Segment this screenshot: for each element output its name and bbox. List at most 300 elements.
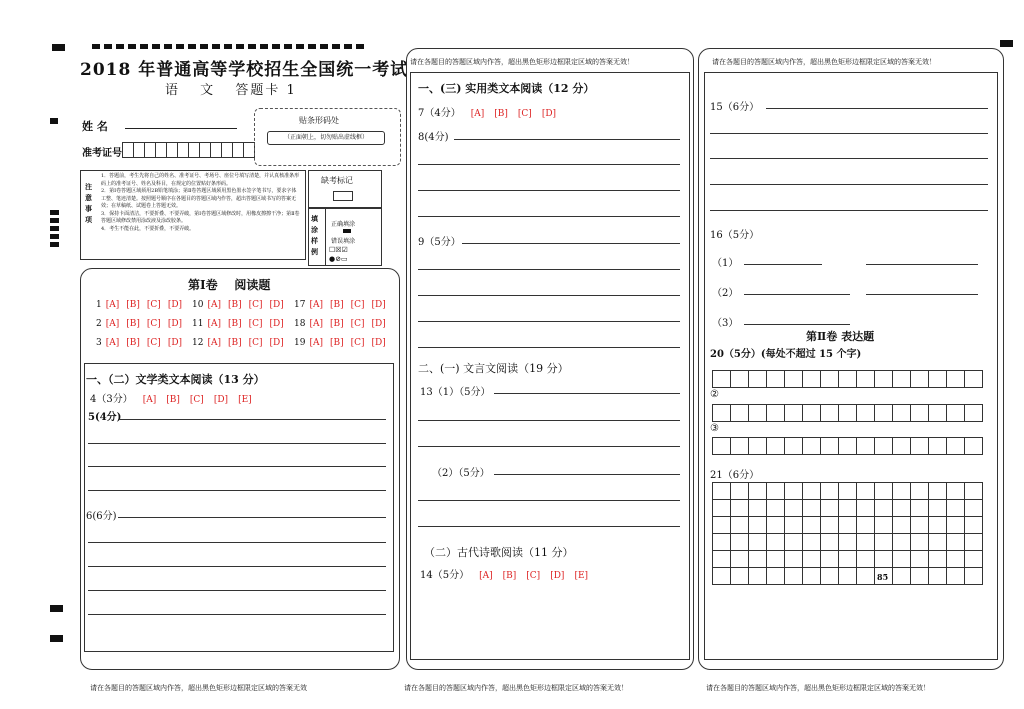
grid-cell[interactable] bbox=[748, 437, 767, 455]
grid-cell[interactable] bbox=[820, 499, 839, 517]
q16-1-line-a[interactable] bbox=[744, 264, 822, 265]
grid-cell[interactable] bbox=[838, 567, 857, 585]
dash-mark bbox=[284, 44, 292, 49]
grid-cell[interactable] bbox=[730, 482, 749, 500]
q16-3-line[interactable] bbox=[744, 324, 850, 325]
mcq-question-18 bbox=[294, 319, 386, 329]
mcq-option[interactable]: [D] bbox=[167, 319, 183, 329]
grid-cell[interactable] bbox=[946, 499, 965, 517]
mcq-option[interactable]: [A] bbox=[309, 319, 323, 329]
mcq-number: 18 bbox=[294, 319, 306, 329]
mcq-question-19 bbox=[294, 338, 386, 348]
dash-mark bbox=[128, 44, 136, 49]
mcq-question-1 bbox=[96, 300, 182, 310]
dash-mark bbox=[176, 44, 184, 49]
mcq-option[interactable]: [C] bbox=[350, 300, 365, 310]
mcq-option[interactable]: [B] bbox=[126, 319, 140, 329]
mcq-option[interactable]: [B] bbox=[227, 319, 242, 329]
mcq-option[interactable]: [D] bbox=[269, 300, 284, 310]
grid-cell[interactable] bbox=[874, 370, 893, 388]
q13-2-answer-line[interactable] bbox=[494, 474, 680, 475]
q16-1-line-b[interactable] bbox=[866, 264, 978, 265]
answer-line[interactable] bbox=[418, 164, 680, 165]
grid-cell[interactable] bbox=[856, 533, 875, 551]
grid-cell[interactable] bbox=[856, 550, 875, 568]
grid-cell[interactable] bbox=[838, 499, 857, 517]
grid-cell[interactable] bbox=[874, 550, 893, 568]
grid-cell[interactable] bbox=[856, 567, 875, 585]
grid-cell[interactable] bbox=[856, 370, 875, 388]
mcq-option[interactable]: [A] bbox=[309, 300, 323, 310]
mcq-option[interactable]: [D] bbox=[371, 338, 386, 348]
grid-cell[interactable] bbox=[838, 482, 857, 500]
grid-cell[interactable] bbox=[748, 567, 767, 585]
grid-cell[interactable] bbox=[784, 550, 803, 568]
grid-cell[interactable] bbox=[730, 516, 749, 534]
q21-grid[interactable] bbox=[712, 482, 982, 584]
mcq-option[interactable]: [B] bbox=[329, 319, 344, 329]
grid-cell[interactable] bbox=[748, 499, 767, 517]
grid-cell[interactable] bbox=[766, 482, 785, 500]
mcq-option[interactable]: [A] bbox=[207, 300, 221, 310]
dash-mark bbox=[212, 44, 220, 49]
mcq-option[interactable]: [A] bbox=[105, 300, 120, 310]
grid-cell[interactable] bbox=[928, 370, 947, 388]
grid-cell[interactable] bbox=[928, 533, 947, 551]
dash-mark bbox=[356, 44, 364, 49]
grid-cell[interactable] bbox=[802, 516, 821, 534]
grid-cell[interactable] bbox=[892, 533, 911, 551]
dash-mark bbox=[320, 44, 328, 49]
answer-line[interactable] bbox=[88, 443, 386, 444]
q16-2-line-b[interactable] bbox=[866, 294, 978, 295]
mcq-number: 1 bbox=[96, 300, 102, 310]
dash-mark bbox=[140, 44, 148, 49]
answer-option[interactable]: [B] bbox=[494, 109, 508, 119]
circle-2-label: ② bbox=[710, 389, 719, 400]
answer-line[interactable] bbox=[88, 566, 386, 567]
grid-cell[interactable] bbox=[910, 550, 929, 568]
classical-reading-title: 二、(一) 文言文阅读（19 分） bbox=[418, 362, 569, 375]
grid-cell[interactable] bbox=[856, 516, 875, 534]
dash-mark bbox=[224, 44, 232, 49]
timing-mark bbox=[50, 226, 59, 231]
grid-cell[interactable] bbox=[838, 370, 857, 388]
grid-cell[interactable] bbox=[964, 370, 983, 388]
q16-2-line-a[interactable] bbox=[744, 294, 850, 295]
timing-mark bbox=[50, 635, 63, 642]
answer-line[interactable] bbox=[418, 295, 680, 296]
grid-cell[interactable] bbox=[802, 482, 821, 500]
grid-cell[interactable] bbox=[946, 437, 965, 455]
mcq-option[interactable]: [B] bbox=[227, 338, 242, 348]
answer-line[interactable] bbox=[418, 190, 680, 191]
correct-fill-label: 正确填涂 bbox=[331, 221, 356, 228]
grid-cell[interactable] bbox=[784, 499, 803, 517]
grid-cell[interactable] bbox=[892, 516, 911, 534]
mcq-option[interactable]: [B] bbox=[329, 300, 344, 310]
top-note-right: 请在各题目的答题区域内作答，超出黑色矩形边框限定区域的答案无效！ bbox=[712, 58, 936, 66]
answer-option[interactable]: [C] bbox=[189, 395, 204, 405]
mcq-option[interactable]: [B] bbox=[126, 338, 140, 348]
grid-cell[interactable] bbox=[892, 499, 911, 517]
q16-1-label: （1） bbox=[712, 258, 739, 269]
grid-cell[interactable] bbox=[712, 516, 731, 534]
answer-option[interactable]: [E] bbox=[574, 571, 589, 581]
grid-cell[interactable] bbox=[964, 499, 983, 517]
grid-cell[interactable] bbox=[712, 567, 731, 585]
grid-cell[interactable] bbox=[928, 567, 947, 585]
fill-example-box bbox=[308, 208, 382, 266]
q4-row: 4（3分） [A] [B] [C] [D] [E] bbox=[90, 394, 252, 405]
answer-option[interactable]: [C] bbox=[526, 571, 541, 581]
grid-cell[interactable] bbox=[802, 370, 821, 388]
grid-cell[interactable] bbox=[928, 499, 947, 517]
grid-cell[interactable] bbox=[784, 404, 803, 422]
answer-line[interactable] bbox=[710, 210, 988, 211]
answer-option[interactable]: [C] bbox=[517, 109, 532, 119]
mcq-option[interactable]: [A] bbox=[309, 338, 323, 348]
grid-cell[interactable] bbox=[910, 404, 929, 422]
q8-answer-line[interactable] bbox=[454, 139, 680, 140]
mcq-number: 10 bbox=[192, 300, 204, 310]
grid-cell[interactable] bbox=[748, 370, 767, 388]
mcq-question-11 bbox=[192, 319, 284, 329]
grid-cell[interactable] bbox=[784, 516, 803, 534]
grid-cell[interactable] bbox=[928, 550, 947, 568]
grid-cell[interactable] bbox=[892, 437, 911, 455]
grid-cell[interactable] bbox=[838, 516, 857, 534]
grid-cell[interactable] bbox=[766, 499, 785, 517]
mcq-option[interactable]: [A] bbox=[105, 319, 120, 329]
grid-cell[interactable] bbox=[766, 516, 785, 534]
answer-option[interactable]: [A] bbox=[479, 571, 493, 581]
grid-cell[interactable] bbox=[874, 482, 893, 500]
mcq-option[interactable]: [B] bbox=[126, 300, 140, 310]
dash-mark bbox=[92, 44, 100, 49]
dash-mark bbox=[164, 44, 172, 49]
grid-cell[interactable] bbox=[712, 482, 731, 500]
grid-cell[interactable] bbox=[748, 516, 767, 534]
grid-cell[interactable] bbox=[730, 533, 749, 551]
grid-cell[interactable] bbox=[784, 437, 803, 455]
answer-line[interactable] bbox=[418, 216, 680, 217]
answer-line[interactable] bbox=[88, 614, 386, 615]
q9-answer-line[interactable] bbox=[462, 243, 680, 244]
grid-cell[interactable] bbox=[730, 437, 749, 455]
grid-cell[interactable] bbox=[784, 370, 803, 388]
grid-cell[interactable] bbox=[712, 550, 731, 568]
name-field[interactable] bbox=[125, 128, 237, 129]
grid-cell[interactable] bbox=[856, 437, 875, 455]
grid-cell[interactable] bbox=[946, 550, 965, 568]
mcq-option[interactable]: [C] bbox=[248, 338, 263, 348]
q14-row: 14（5分） [A] [B] [C] [D] [E] bbox=[420, 570, 589, 581]
grid-cell[interactable] bbox=[748, 533, 767, 551]
absent-checkbox[interactable] bbox=[333, 191, 353, 201]
grid-cell[interactable] bbox=[802, 550, 821, 568]
bottom-note-middle: 请在各题目的答题区域内作答，超出黑色矩形边框限定区域的答案无效！ bbox=[404, 684, 628, 692]
answer-option[interactable]: [B] bbox=[502, 571, 517, 581]
mcq-option[interactable]: [B] bbox=[227, 300, 242, 310]
q16-2-label: （2） bbox=[712, 288, 739, 299]
mcq-option[interactable]: [D] bbox=[269, 338, 284, 348]
mcq-number: 11 bbox=[192, 319, 204, 329]
grid-cell[interactable] bbox=[964, 550, 983, 568]
answer-line[interactable] bbox=[710, 184, 988, 185]
grid-cell[interactable] bbox=[928, 516, 947, 534]
grid-cell[interactable] bbox=[838, 437, 857, 455]
answer-line[interactable] bbox=[88, 490, 386, 491]
answer-option[interactable]: [D] bbox=[550, 571, 565, 581]
grid-cell[interactable] bbox=[730, 567, 749, 585]
grid-cell[interactable] bbox=[712, 533, 731, 551]
grid-cell[interactable] bbox=[730, 499, 749, 517]
grid-cell[interactable] bbox=[712, 437, 731, 455]
q21-label: 21（6分） bbox=[710, 470, 760, 481]
answer-line[interactable] bbox=[418, 321, 680, 322]
grid-cell[interactable] bbox=[892, 404, 911, 422]
grid-cell[interactable] bbox=[802, 437, 821, 455]
mcq-option[interactable]: [D] bbox=[269, 319, 284, 329]
mcq-question-12 bbox=[192, 338, 284, 348]
grid-cell[interactable] bbox=[946, 404, 965, 422]
mcq-option[interactable]: [A] bbox=[207, 338, 221, 348]
q15-answer-line[interactable] bbox=[766, 108, 988, 109]
grid-cell[interactable] bbox=[910, 499, 929, 517]
grid-cell[interactable] bbox=[892, 550, 911, 568]
q9-label: 9（5分） bbox=[418, 237, 461, 248]
barcode-note: （正面朝上，切勿贴出虚线框） bbox=[267, 131, 385, 145]
poetry-reading-title: （二）古代诗歌阅读（11 分） bbox=[424, 546, 574, 559]
mcq-option[interactable]: [C] bbox=[350, 338, 365, 348]
timing-mark bbox=[50, 605, 63, 612]
char-count: 85 bbox=[877, 572, 889, 582]
grid-cell[interactable] bbox=[946, 533, 965, 551]
absent-label: 缺考标记 bbox=[321, 176, 353, 185]
grid-cell[interactable] bbox=[766, 404, 785, 422]
grid-cell[interactable] bbox=[820, 533, 839, 551]
grid-cell[interactable] bbox=[910, 533, 929, 551]
mcq-option[interactable]: [D] bbox=[371, 300, 386, 310]
grid-cell[interactable] bbox=[712, 404, 731, 422]
grid-cell[interactable] bbox=[910, 516, 929, 534]
practical-reading-title: 一、(三) 实用类文本阅读（12 分） bbox=[418, 82, 595, 95]
grid-cell[interactable] bbox=[820, 567, 839, 585]
grid-cell[interactable] bbox=[946, 567, 965, 585]
grid-cell[interactable] bbox=[910, 567, 929, 585]
id-boxes[interactable] bbox=[122, 142, 254, 158]
literary-reading-box bbox=[84, 363, 394, 652]
section2-title: 第Ⅱ卷 表达题 bbox=[806, 330, 875, 343]
grid-cell[interactable] bbox=[820, 404, 839, 422]
answer-line[interactable] bbox=[418, 269, 680, 270]
grid-cell[interactable] bbox=[820, 550, 839, 568]
grid-cell[interactable] bbox=[910, 437, 929, 455]
mcq-option[interactable]: [D] bbox=[167, 300, 183, 310]
grid-cell[interactable] bbox=[874, 499, 893, 517]
mcq-number: 2 bbox=[96, 319, 102, 329]
grid-cell[interactable] bbox=[748, 482, 767, 500]
mcq-number: 17 bbox=[294, 300, 306, 310]
answer-line[interactable] bbox=[418, 526, 680, 527]
mcq-question-10 bbox=[192, 300, 284, 310]
mcq-option[interactable]: [C] bbox=[248, 319, 263, 329]
answer-line[interactable] bbox=[418, 347, 680, 348]
dash-mark bbox=[200, 44, 208, 49]
wrong-fill-icon: ☐☒☑ bbox=[329, 246, 348, 254]
answer-line[interactable] bbox=[88, 466, 386, 467]
grid-cell[interactable] bbox=[856, 482, 875, 500]
grid-cell[interactable] bbox=[766, 567, 785, 585]
grid-cell[interactable] bbox=[874, 404, 893, 422]
answer-line[interactable] bbox=[710, 133, 988, 134]
answer-option[interactable]: [E] bbox=[238, 395, 252, 405]
q13-1-answer-line[interactable] bbox=[494, 393, 680, 394]
answer-option[interactable]: [A] bbox=[470, 109, 485, 119]
mcq-option[interactable]: [C] bbox=[146, 338, 161, 348]
mcq-option[interactable]: [B] bbox=[329, 338, 344, 348]
id-label: 准考证号 bbox=[82, 148, 122, 159]
grid-cell[interactable] bbox=[874, 533, 893, 551]
grid-cell[interactable] bbox=[946, 482, 965, 500]
grid-cell[interactable] bbox=[820, 370, 839, 388]
grid-cell[interactable] bbox=[802, 404, 821, 422]
exam-subtitle bbox=[165, 79, 311, 98]
grid-cell[interactable] bbox=[766, 533, 785, 551]
q15-label: 15（6分） bbox=[710, 102, 760, 113]
mcq-option[interactable]: [D] bbox=[371, 319, 386, 329]
answer-line[interactable] bbox=[710, 158, 988, 159]
grid-cell[interactable] bbox=[964, 437, 983, 455]
grid-cell[interactable] bbox=[766, 550, 785, 568]
correct-fill-icon bbox=[343, 229, 351, 233]
grid-cell[interactable] bbox=[820, 516, 839, 534]
grid-cell[interactable] bbox=[838, 533, 857, 551]
grid-cell[interactable] bbox=[784, 567, 803, 585]
grid-cell[interactable] bbox=[892, 482, 911, 500]
mcq-question-17 bbox=[294, 300, 386, 310]
circle-3-label: ③ bbox=[710, 423, 719, 434]
mcq-option[interactable]: [D] bbox=[167, 338, 183, 348]
grid-cell[interactable] bbox=[712, 499, 731, 517]
grid-cell[interactable] bbox=[766, 370, 785, 388]
answer-line[interactable] bbox=[418, 500, 680, 501]
grid-cell[interactable] bbox=[964, 533, 983, 551]
grid-cell[interactable] bbox=[874, 437, 893, 455]
dash-mark bbox=[260, 44, 268, 49]
grid-cell[interactable] bbox=[712, 370, 731, 388]
bottom-note-left: 请在各题目的答题区域内作答，超出黑色矩形边框限定区域的答案无效 bbox=[90, 684, 307, 692]
q13-1-label: 13（1）（5分） bbox=[420, 387, 491, 398]
dash-mark bbox=[188, 44, 196, 49]
q5-answer-line[interactable] bbox=[118, 419, 386, 420]
answer-option[interactable]: [D] bbox=[541, 109, 557, 119]
grid-cell[interactable] bbox=[730, 550, 749, 568]
grid-cell[interactable] bbox=[964, 482, 983, 500]
q20-grid-3[interactable] bbox=[712, 437, 982, 454]
dash-mark bbox=[332, 44, 340, 49]
subject-char-1: 语 bbox=[165, 83, 181, 98]
answer-line[interactable] bbox=[418, 446, 680, 447]
mcq-option[interactable]: [A] bbox=[207, 319, 221, 329]
grid-cell[interactable] bbox=[892, 567, 911, 585]
grid-cell[interactable] bbox=[910, 482, 929, 500]
dash-mark bbox=[116, 44, 124, 49]
mcq-question-3 bbox=[96, 338, 182, 348]
answer-line[interactable] bbox=[88, 590, 386, 591]
timing-mark bbox=[50, 218, 59, 223]
dash-mark bbox=[308, 44, 316, 49]
grid-cell[interactable] bbox=[784, 533, 803, 551]
grid-cell[interactable] bbox=[766, 437, 785, 455]
grid-cell[interactable] bbox=[838, 404, 857, 422]
grid-cell[interactable] bbox=[874, 516, 893, 534]
q20-grid-1[interactable] bbox=[712, 370, 982, 387]
name-label: 姓 名 bbox=[82, 120, 108, 133]
mcq-option[interactable]: [C] bbox=[146, 300, 161, 310]
grid-cell[interactable] bbox=[856, 499, 875, 517]
subject-char-2: 文 bbox=[200, 83, 216, 98]
dash-mark bbox=[344, 44, 352, 49]
grid-cell[interactable] bbox=[784, 482, 803, 500]
grid-cell[interactable] bbox=[802, 567, 821, 585]
barcode-title: 贴条形码处 bbox=[299, 116, 339, 125]
notice-label: 注 意 事 项 bbox=[85, 182, 92, 224]
grid-cell[interactable] bbox=[928, 482, 947, 500]
grid-cell[interactable] bbox=[928, 437, 947, 455]
grid-cell[interactable] bbox=[820, 482, 839, 500]
grid-cell[interactable] bbox=[964, 567, 983, 585]
mcq-option[interactable]: [C] bbox=[146, 319, 161, 329]
grid-cell[interactable] bbox=[892, 370, 911, 388]
top-note-middle: 请在各题目的答题区域内作答，超出黑色矩形边框限定区域的答案无效！ bbox=[410, 58, 634, 66]
bottom-note-right: 请在各题目的答题区域内作答，超出黑色矩形边框限定区域的答案无效！ bbox=[706, 684, 930, 692]
grid-cell[interactable] bbox=[748, 550, 767, 568]
timing-mark bbox=[52, 44, 65, 51]
grid-cell[interactable] bbox=[946, 370, 965, 388]
answer-line[interactable] bbox=[88, 542, 386, 543]
q6-answer-line[interactable] bbox=[118, 517, 386, 518]
mcq-option[interactable]: [A] bbox=[105, 338, 120, 348]
mcq-number: 19 bbox=[294, 338, 306, 348]
exam-title: 2018 年普通高等学校招生全国统一考试 bbox=[80, 60, 409, 80]
grid-cell[interactable] bbox=[802, 533, 821, 551]
grid-cell[interactable] bbox=[964, 516, 983, 534]
grid-cell[interactable] bbox=[730, 404, 749, 422]
grid-cell[interactable] bbox=[838, 550, 857, 568]
grid-cell[interactable] bbox=[910, 370, 929, 388]
answer-option[interactable]: [B] bbox=[166, 395, 180, 405]
answer-option[interactable]: [D] bbox=[213, 395, 229, 405]
grid-cell[interactable] bbox=[802, 499, 821, 517]
grid-cell[interactable] bbox=[946, 516, 965, 534]
q20-label: 20（5分）(每处不超过 15 个字) bbox=[710, 349, 862, 360]
grid-cell[interactable] bbox=[820, 437, 839, 455]
answer-option[interactable]: [A] bbox=[142, 395, 157, 405]
q20-grid-2[interactable] bbox=[712, 404, 982, 421]
mcq-option[interactable]: [C] bbox=[350, 319, 365, 329]
notice-text: 1．答题前，考生先将自己的姓名、准考证号、考场号、座位号填写清楚，并认真核准条形码上的准考证号、姓名及科目，在规定的位置贴好条形码。 2．第Ⅰ卷答题区域须用2B铅笔填涂；第Ⅱ卷答题区域须用黑色墨水签字笔书写，要求字体工整、笔迹清楚。按照题号顺序在各题目的答题区域内作答，超出答题区域书写的答案无效；在草稿纸、试题卷上答题无效。 3．保持卡面清洁，不要折叠、不要弄破，第Ⅰ卷答题区域修改时，用橡皮擦擦干净；第Ⅱ卷答题区域修改禁用涂改液及涂改胶条。 4．考生不能在此，不要折叠，不要弄破。 bbox=[101, 173, 300, 232]
grid-cell[interactable] bbox=[748, 404, 767, 422]
grid-cell[interactable] bbox=[856, 404, 875, 422]
grid-cell[interactable] bbox=[964, 404, 983, 422]
answer-line[interactable] bbox=[418, 420, 680, 421]
grid-cell[interactable] bbox=[928, 404, 947, 422]
q16-label: 16（5分） bbox=[710, 230, 760, 241]
mcq-option[interactable]: [C] bbox=[248, 300, 263, 310]
grid-cell[interactable] bbox=[730, 370, 749, 388]
